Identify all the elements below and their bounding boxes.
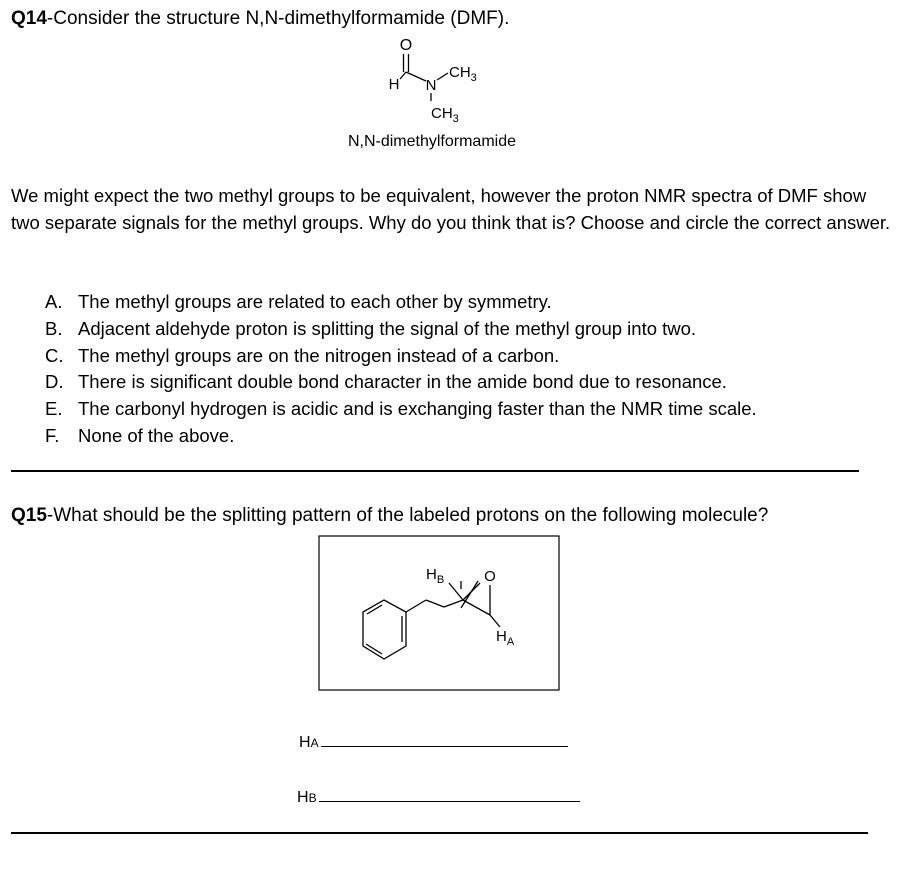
option-c-text: The methyl groups are on the nitrogen instead of a carbon. xyxy=(78,344,560,366)
option-b[interactable] xyxy=(45,316,757,343)
section-divider xyxy=(11,470,859,472)
structure-frame xyxy=(319,536,559,690)
ring-to-epoxide-bond xyxy=(406,600,426,612)
dmf-hydrogen-label: H xyxy=(388,76,400,93)
dmf-oxygen-label: O xyxy=(399,37,413,54)
option-e-text: The carbonyl hydrogen is acidic and is exchanging faster than the NMR time scale. xyxy=(78,398,757,420)
answer-ha-label: H xyxy=(299,734,311,751)
q15-title xyxy=(11,505,768,527)
option-f[interactable] xyxy=(45,423,757,450)
ca-ha-bond xyxy=(490,615,500,627)
q15-title-text: -What should be the splitting pattern of the labeled protons on the following molecule? xyxy=(46,505,769,526)
epoxide-cb-ca xyxy=(463,600,490,615)
option-a[interactable] xyxy=(45,289,757,316)
option-f-text: None of the above. xyxy=(78,424,235,446)
option-b-letter: B. xyxy=(45,317,63,339)
option-e-letter: E. xyxy=(45,398,63,420)
bottom-divider xyxy=(11,832,868,834)
dmf-n-ch3-top-bond xyxy=(437,73,448,80)
q14-options xyxy=(45,289,757,450)
option-c-letter: C. xyxy=(45,344,64,366)
answer-hb-label: H xyxy=(297,789,309,806)
q14-paragraph: We might expect the two methyl groups to be equivalent, however the proton NMR spectra of DMF show two separate signals for the methyl groups. Why do you think that is? Choose and circle the correct answer. xyxy=(11,185,891,233)
answer-ha xyxy=(299,732,568,752)
dmf-h-c-bond xyxy=(400,72,406,79)
option-d[interactable] xyxy=(45,369,757,396)
dmf-ch3-bottom-label: $CH_3$ xyxy=(431,105,459,125)
dmf-nitrogen-label: N xyxy=(425,77,437,94)
q14-number: Q14 xyxy=(11,8,47,29)
option-d-letter: D. xyxy=(45,371,64,393)
option-a-letter: A. xyxy=(45,291,63,312)
answer-hb xyxy=(297,787,580,807)
dmf-c-n-bond xyxy=(406,72,426,81)
option-d-text: There is significant double bond character in the amide bond due to resonance. xyxy=(78,371,727,393)
option-c[interactable] xyxy=(45,343,757,370)
q15-number: Q15 xyxy=(11,505,47,526)
epoxide-structure xyxy=(318,535,561,692)
answer-ha-sub: A xyxy=(310,736,319,750)
answer-ha-blank[interactable] xyxy=(321,732,568,747)
q14-title xyxy=(11,8,509,30)
benzene-ring xyxy=(363,600,406,659)
benzene-double-bond-3 xyxy=(367,605,382,614)
answer-hb-blank[interactable] xyxy=(319,787,580,802)
option-a-text: The methyl groups are related to each other by symmetry. xyxy=(78,291,552,312)
epoxide-cb-o xyxy=(463,583,480,600)
epoxide-oxygen-label: O xyxy=(484,568,496,585)
hb-label: $H_B$ xyxy=(426,566,445,586)
answer-hb-sub: B xyxy=(308,791,317,805)
option-f-letter: F. xyxy=(45,424,60,446)
ha-label: $H_A$ xyxy=(496,628,515,648)
dmf-caption: N,N-dimethylformamide xyxy=(347,133,517,150)
q14-title-text: -Consider the structure N,N-dimethylformamide (DMF). xyxy=(46,8,510,29)
option-b-text: Adjacent aldehyde proton is splitting the signal of the methyl group into two. xyxy=(78,317,697,339)
dmf-ch3-top-label: $CH_3$ xyxy=(449,64,477,84)
option-e[interactable] xyxy=(45,396,757,423)
dmf-structure xyxy=(330,30,550,155)
